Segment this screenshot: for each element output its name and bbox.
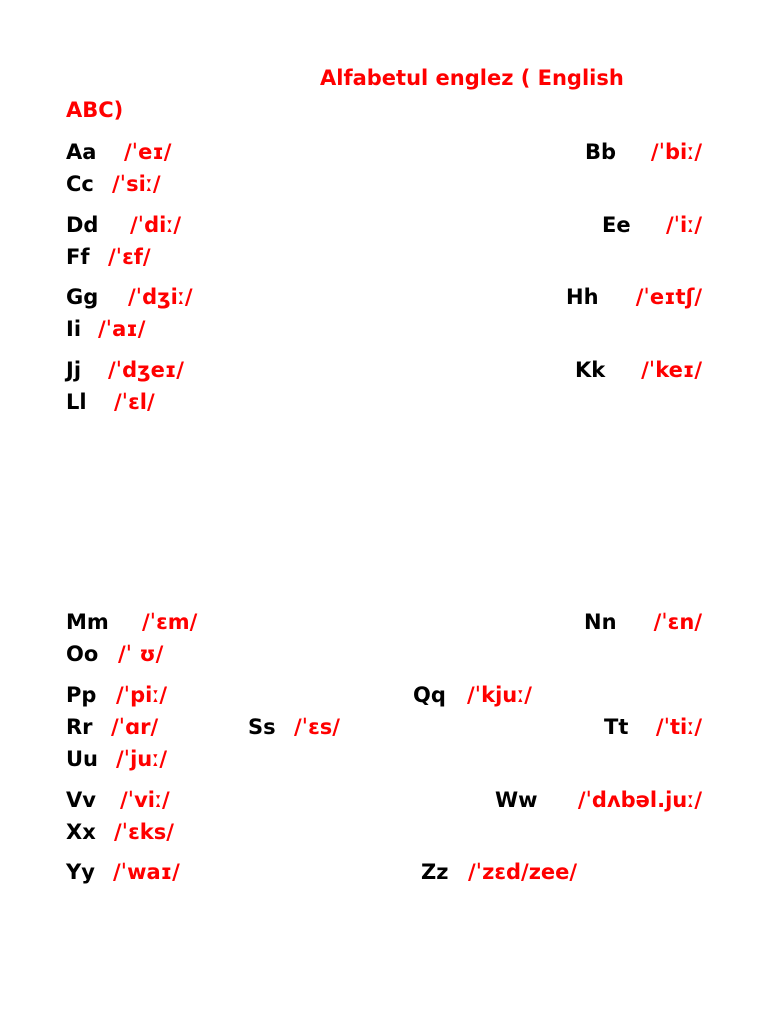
letter-oo: Oo [66, 642, 99, 666]
ipa-hh: /ˈeɪtʃ/ [635, 285, 702, 309]
ipa-pp: /ˈpiː/ [116, 683, 168, 707]
letter-ee: Ee [602, 213, 631, 237]
ipa-ll: /ˈɛl/ [114, 390, 155, 414]
letter-hh: Hh [566, 285, 599, 309]
ipa-qq: /ˈkjuː/ [467, 683, 532, 707]
ipa-nn: /ˈɛn/ [653, 610, 702, 634]
letter-nn: Nn [584, 610, 617, 634]
letter-uu: Uu [66, 747, 99, 771]
ipa-uu: /ˈjuː/ [116, 747, 167, 771]
letter-bb: Bb [585, 140, 617, 164]
letter-gg: Gg [66, 285, 99, 309]
page-title-continuation: ABC) [66, 98, 124, 122]
letter-xx: Xx [66, 820, 96, 844]
ipa-bb: /ˈbiː/ [650, 140, 702, 164]
ipa-rr: /ˈɑr/ [111, 715, 159, 739]
ipa-ff: /ˈɛf/ [108, 245, 151, 269]
ipa-oo: /ˈ ʊ/ [118, 642, 164, 666]
ipa-ss: /ˈɛs/ [294, 715, 340, 739]
letter-rr: Rr [66, 715, 93, 739]
letter-yy: Yy [66, 860, 95, 884]
letter-aa: Aa [66, 140, 97, 164]
letter-cc: Cc [66, 172, 94, 196]
letter-mm: Mm [66, 610, 109, 634]
letter-ii: Ii [66, 317, 82, 341]
ipa-gg: /ˈdʒiː/ [128, 285, 193, 309]
letter-zz: Zz [421, 860, 449, 884]
letter-qq: Qq [413, 683, 446, 707]
ipa-yy: /ˈwaɪ/ [113, 860, 180, 884]
letter-jj: Jj [66, 358, 82, 382]
ipa-jj: /ˈdʒeɪ/ [108, 358, 184, 382]
ipa-vv: /ˈviː/ [120, 788, 170, 812]
ipa-zz: /ˈzɛd/zee/ [468, 860, 578, 884]
ipa-tt: /ˈtiː/ [655, 715, 702, 739]
letter-tt: Tt [604, 715, 629, 739]
letter-ww: Ww [495, 788, 538, 812]
ipa-mm: /ˈɛm/ [142, 610, 198, 634]
ipa-ww: /ˈdʌbəl.juː/ [577, 788, 702, 812]
letter-ll: Ll [66, 390, 87, 414]
letter-kk: Kk [575, 358, 606, 382]
letter-pp: Pp [66, 683, 97, 707]
ipa-ii: /ˈaɪ/ [98, 317, 146, 341]
letter-ss: Ss [248, 715, 276, 739]
ipa-cc: /ˈsiː/ [112, 172, 161, 196]
letter-ff: Ff [66, 245, 90, 269]
letter-vv: Vv [66, 788, 96, 812]
letter-dd: Dd [66, 213, 99, 237]
ipa-ee: /ˈiː/ [665, 213, 702, 237]
ipa-kk: /ˈkeɪ/ [641, 358, 702, 382]
page-title: Alfabetul englez ( English [320, 66, 624, 90]
ipa-aa: /ˈeɪ/ [124, 140, 172, 164]
ipa-dd: /ˈdiː/ [130, 213, 182, 237]
ipa-xx: /ˈɛks/ [114, 820, 174, 844]
